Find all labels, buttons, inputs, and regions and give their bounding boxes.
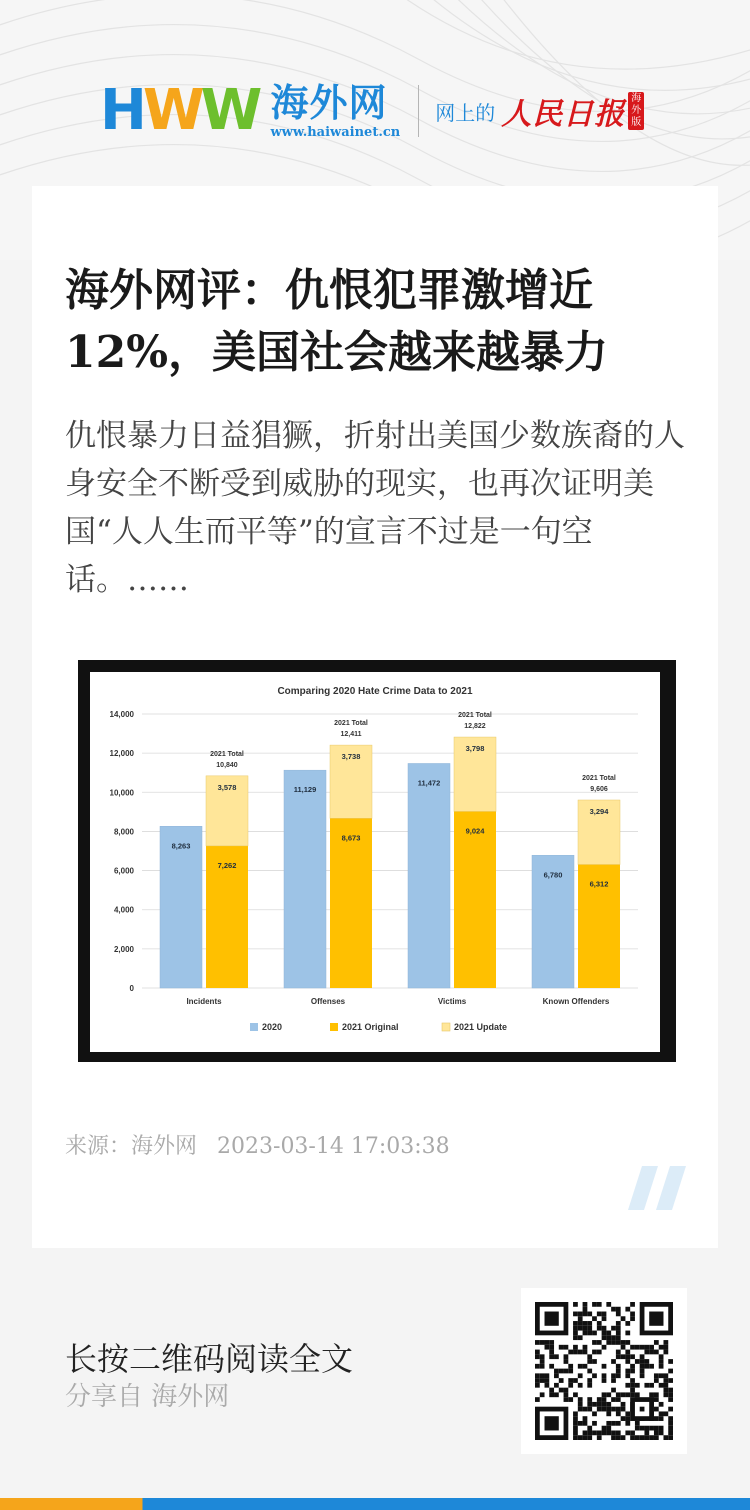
x-tick-label: Offenses	[310, 997, 346, 1006]
hww-logo	[100, 78, 259, 143]
qr-code[interactable]	[521, 1288, 687, 1454]
share-source: 分享自 海外网	[65, 1382, 230, 1412]
y-tick-label: 0	[129, 984, 134, 993]
bar-label-2021-update: 3,294	[589, 806, 609, 816]
bar-label-2021-update: 3,738	[341, 752, 361, 762]
logo-letter-h: H	[100, 78, 143, 143]
legend-swatch	[442, 1023, 450, 1031]
article-title: 海外网评：仇恨犯罪激增近12%，美国社会越来越暴力	[65, 265, 609, 378]
bar-label-2021-original: 7,262	[217, 860, 237, 870]
y-tick-label: 12,000	[109, 749, 134, 759]
x-tick-label: Incidents	[186, 997, 222, 1006]
y-tick-label: 10,000	[109, 788, 134, 798]
x-tick-label: Victims	[437, 997, 467, 1006]
total-annotation-label: 2021 Total	[582, 774, 616, 782]
chart-svg	[90, 672, 660, 1052]
total-annotation-label: 2021 Total	[458, 712, 492, 720]
bar-label-2020: 11,472	[417, 778, 441, 788]
total-annotation-value: 12,411	[340, 731, 362, 739]
bar-label-2020: 8,263	[171, 841, 191, 851]
bar-2020	[160, 826, 202, 988]
legend-label: 2021 Update	[454, 1022, 508, 1032]
bar-label-2021-original: 8,673	[341, 833, 361, 843]
bottom-color-bar	[0, 1498, 750, 1510]
y-tick-label: 14,000	[109, 710, 134, 719]
legend-label: 2021 Original	[342, 1022, 399, 1032]
timestamp: 2023-03-14 17:03:38	[217, 1134, 450, 1159]
total-annotation-value: 10,840	[216, 761, 238, 769]
legend-label: 2020	[262, 1022, 283, 1032]
online-label: 网上的	[435, 100, 496, 125]
site-header	[100, 78, 644, 144]
hate-crime-chart	[78, 660, 676, 1062]
brand-block	[270, 80, 401, 140]
y-tick-label: 2,000	[113, 944, 134, 954]
bar-label-2021-update: 3,578	[217, 782, 237, 792]
total-annotation-value: 9,606	[590, 785, 608, 793]
brand-name: 海外网	[270, 80, 388, 125]
y-tick-label: 8,000	[113, 827, 134, 837]
bar-2020	[284, 770, 326, 988]
legend-swatch	[330, 1023, 338, 1031]
quote-slash-icon	[628, 1166, 688, 1210]
y-tick-label: 4,000	[113, 905, 134, 915]
qr-cta: 长按二维码阅读全文	[65, 1340, 354, 1378]
article-card[interactable]	[32, 186, 718, 1248]
bar-label-2020: 11,129	[293, 785, 317, 795]
source-line	[65, 1129, 470, 1160]
bar-label-2021-original: 6,312	[589, 879, 609, 889]
bar-2020	[408, 763, 450, 988]
logo-letter-w1: W	[142, 78, 201, 143]
article-summary: 仇恨暴力日益猖獗，折射出美国少数族裔的人身安全不断受到威胁的现实，也再次证明美国“人人生而平等”的宣言不过是一句空话。……	[65, 418, 685, 598]
y-tick-label: 6,000	[113, 866, 134, 876]
bar-2021-original	[330, 818, 372, 988]
x-tick-label: Known Offenders	[542, 997, 610, 1006]
source-label: 来源：海外网	[65, 1134, 198, 1159]
logo-letter-w2: W	[200, 78, 259, 143]
bar-label-2021-update: 3,798	[465, 744, 485, 754]
paper-name: 人民日报	[501, 97, 626, 132]
qr-code-icon	[535, 1302, 673, 1440]
header-divider	[418, 85, 419, 137]
chart-title: Comparing 2020 Hate Crime Data to 2021	[277, 686, 473, 697]
total-annotation-label: 2021 Total	[334, 720, 368, 728]
total-annotation-value: 12,822	[464, 723, 486, 731]
legend-swatch	[250, 1023, 258, 1031]
bar-2021-original	[454, 811, 496, 988]
brand-url: www.haiwainet.cn	[270, 124, 401, 140]
bar-label-2020: 6,780	[543, 870, 563, 880]
paper-edition-tag: 海外版	[628, 92, 644, 130]
bar-label-2021-original: 9,024	[465, 826, 485, 836]
total-annotation-label: 2021 Total	[210, 750, 244, 758]
